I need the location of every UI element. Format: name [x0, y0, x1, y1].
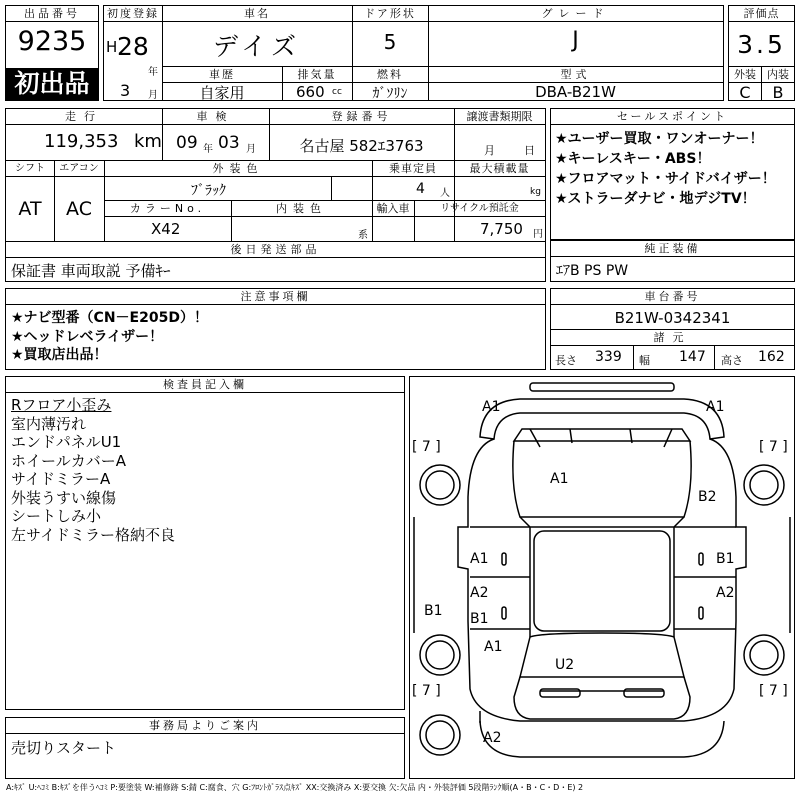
yen-unit: 円 — [533, 229, 543, 240]
genuine-equipment-label: 純正装備 — [551, 241, 794, 257]
history: 自家用 — [199, 84, 245, 102]
damage-diagram — [409, 376, 795, 779]
first-listing-badge: 初出品 — [6, 68, 98, 100]
length-label: 長さ — [555, 354, 577, 367]
inspector-note: 室内薄汚れ — [11, 414, 87, 433]
year-unit: 年 — [148, 67, 158, 78]
caution-item: ★ヘッドレベライザー！ — [11, 328, 164, 345]
history-label: 車歴 — [209, 68, 235, 81]
office-notice: 売切りスタート — [11, 739, 117, 757]
details-box — [5, 108, 546, 282]
interior-grade-label: 内装 — [767, 68, 789, 81]
label-rear-door-right: A2 — [716, 585, 735, 601]
transfer-month: 月 — [484, 144, 495, 157]
era-letter: H — [106, 38, 118, 56]
displacement-label: 排気量 — [297, 68, 337, 81]
sales-point-item: ★ストラーダナビ・地デジTV！ — [555, 191, 756, 207]
displacement: 660 — [296, 83, 325, 101]
first-registration-label: 初度登録 — [107, 7, 159, 20]
label-front-fender-right: B2 — [698, 489, 717, 505]
exterior-color-label: 外装色 — [212, 162, 264, 175]
inspection-month-unit: 月 — [246, 144, 256, 155]
inspection-month: 03 — [218, 133, 240, 153]
score-box — [728, 5, 795, 101]
capacity: 4 — [416, 181, 425, 197]
specs-label: 諸元 — [653, 331, 692, 344]
capacity-label: 乗車定員 — [389, 162, 437, 175]
recycle-fee: 7,750 — [480, 220, 523, 238]
bracket-top-right: [ 7 ] — [759, 439, 788, 455]
lot-number-box — [5, 5, 99, 101]
label-rear-bumper: A2 — [483, 730, 502, 746]
label-rear-fender-left: A1 — [484, 639, 503, 655]
shift-label: シフト — [15, 163, 45, 174]
inspector-note: エンドパネルU1 — [11, 433, 122, 451]
label-rear-door-left-a: A2 — [470, 585, 489, 601]
caution-item: ★買取店出品！ — [11, 347, 108, 363]
sales-point-item: ★フロアマット・サイドバイザー！ — [555, 171, 776, 187]
color-number: X42 — [151, 220, 181, 238]
plate-label: 登録番号 — [331, 110, 392, 123]
exterior-color: ﾌﾞﾗｯｸ — [191, 183, 226, 199]
inspector-note: 左サイドミラー格納不良 — [11, 525, 175, 544]
shift: AT — [18, 198, 42, 220]
bracket-bottom-right: [ 7 ] — [759, 683, 788, 699]
sales-points-box — [550, 108, 795, 240]
capacity-unit: 人 — [440, 188, 450, 199]
label-front-bumper-right: A1 — [706, 399, 725, 415]
cautions-label: 注意事項欄 — [6, 289, 545, 305]
chassis-number-label: 車台番号 — [551, 289, 794, 305]
label-rear-door-left-b: B1 — [470, 611, 489, 627]
vehicle-info-box — [103, 5, 724, 101]
label-front-door-right: B1 — [716, 551, 735, 567]
inspector-notes-label: 検査員記入欄 — [6, 377, 404, 393]
door-count: 5 — [383, 30, 397, 54]
office-notice-label: 事務局よりご案内 — [6, 718, 404, 734]
max-load-label: 最大積載量 — [469, 162, 530, 175]
caution-item: ★ナビ型番（CN－E205D）！ — [11, 310, 208, 326]
inspector-note: シートしみ小 — [11, 507, 102, 525]
registration-year: 28 — [117, 32, 149, 61]
model: DBA-B21W — [535, 83, 616, 101]
inspection-year-unit: 年 — [203, 144, 213, 155]
inspection-year: 09 — [176, 133, 198, 153]
exterior-grade-label: 外装 — [734, 68, 756, 81]
length: 339 — [595, 349, 622, 365]
interior-color-label: 内装色 — [276, 202, 327, 215]
plate-number: 名古屋 582ｴ3763 — [299, 137, 424, 155]
office-notice-box — [5, 717, 405, 779]
transfer-day: 日 — [524, 144, 535, 157]
later-parts: 保証書 車両取説 予備ｷｰ — [11, 262, 171, 280]
width: 147 — [679, 349, 706, 365]
grade-label: グレード — [541, 7, 610, 20]
inspector-note: Rフロア小歪み — [11, 396, 112, 414]
import-label: 輸入車 — [376, 202, 410, 215]
color-number-label: カラーNo. — [129, 202, 206, 215]
recycle-fee-label: リサイクル預託金 — [440, 203, 519, 214]
bracket-bottom-left: [ 7 ] — [412, 683, 441, 699]
lot-number-label: 出品番号 — [6, 6, 98, 22]
cc-unit: cc — [332, 87, 342, 97]
later-parts-label: 後日発送部品 — [230, 243, 321, 256]
label-rocker-left: B1 — [424, 603, 443, 619]
interior-grade: B — [772, 83, 784, 102]
load-unit: kg — [530, 187, 541, 197]
inspector-notes-box — [5, 376, 405, 710]
grade: J — [572, 28, 579, 53]
label-hood: A1 — [550, 471, 569, 487]
exterior-grade: C — [739, 83, 751, 102]
transfer-deadline-label: 譲渡書類期限 — [466, 110, 533, 123]
score: 3.5 — [737, 30, 786, 59]
aircon: AC — [66, 198, 92, 220]
lot-number: 9235 — [17, 26, 87, 57]
bracket-top-left: [ 7 ] — [412, 439, 441, 455]
inspector-note: サイドミラーA — [11, 470, 111, 488]
inspector-note: ホイールカバーA — [11, 451, 126, 470]
inspection-label: 車検 — [196, 110, 235, 123]
km-unit: km — [134, 131, 162, 152]
mileage: 119,353 — [44, 131, 119, 152]
chassis-box — [550, 288, 795, 370]
cautions-box — [5, 288, 546, 370]
height: 162 — [758, 349, 785, 365]
label-front-door-left: A1 — [470, 551, 489, 567]
width-label: 幅 — [639, 354, 650, 367]
car-name-label: 車名 — [244, 7, 270, 20]
model-label: 型式 — [560, 68, 591, 81]
sales-point-item: ★ユーザー買取・ワンオーナー！ — [555, 131, 764, 147]
genuine-equipment: ｴｱB PS PW — [556, 263, 629, 279]
inspector-note: 外装うすい線傷 — [11, 488, 117, 507]
sales-points-label: セールスポイント — [551, 109, 794, 125]
car-name: デイズ — [212, 32, 301, 61]
month-unit: 月 — [148, 90, 158, 101]
damage-legend: A:ｷｽﾞ U:ﾍｺﾐ B:ｷｽﾞを伴うﾍｺﾐ P:要塗装 W:補修跡 S:錆 C:腐食、穴 G:ﾌﾛﾝﾄｶﾞﾗｽ点ｷｽﾞ XX:交換済み X:要交換 欠:欠品 内・外装評価 5段階ﾗﾝｸ順(A・B・C・D・E) 2 — [6, 783, 584, 792]
door-type-label: ドア形状 — [364, 7, 416, 20]
genuine-equipment-box — [550, 240, 795, 282]
registration-month: 3 — [120, 81, 131, 100]
interior-color-unit: 系 — [358, 230, 368, 241]
label-front-bumper-left: A1 — [482, 399, 501, 415]
height-label: 高さ — [721, 354, 743, 367]
car-outline-diagram — [410, 377, 794, 778]
chassis-number: B21W-0342341 — [614, 309, 731, 327]
aircon-label: エアコン — [59, 163, 99, 174]
fuel: ｶﾞｿﾘﾝ — [372, 86, 408, 102]
mileage-label: 走行 — [65, 110, 103, 123]
fuel-label: 燃料 — [377, 68, 403, 81]
label-roof: U2 — [555, 657, 575, 673]
score-label: 評価点 — [729, 6, 794, 22]
sales-point-item: ★キーレスキー・ABS！ — [555, 151, 711, 167]
